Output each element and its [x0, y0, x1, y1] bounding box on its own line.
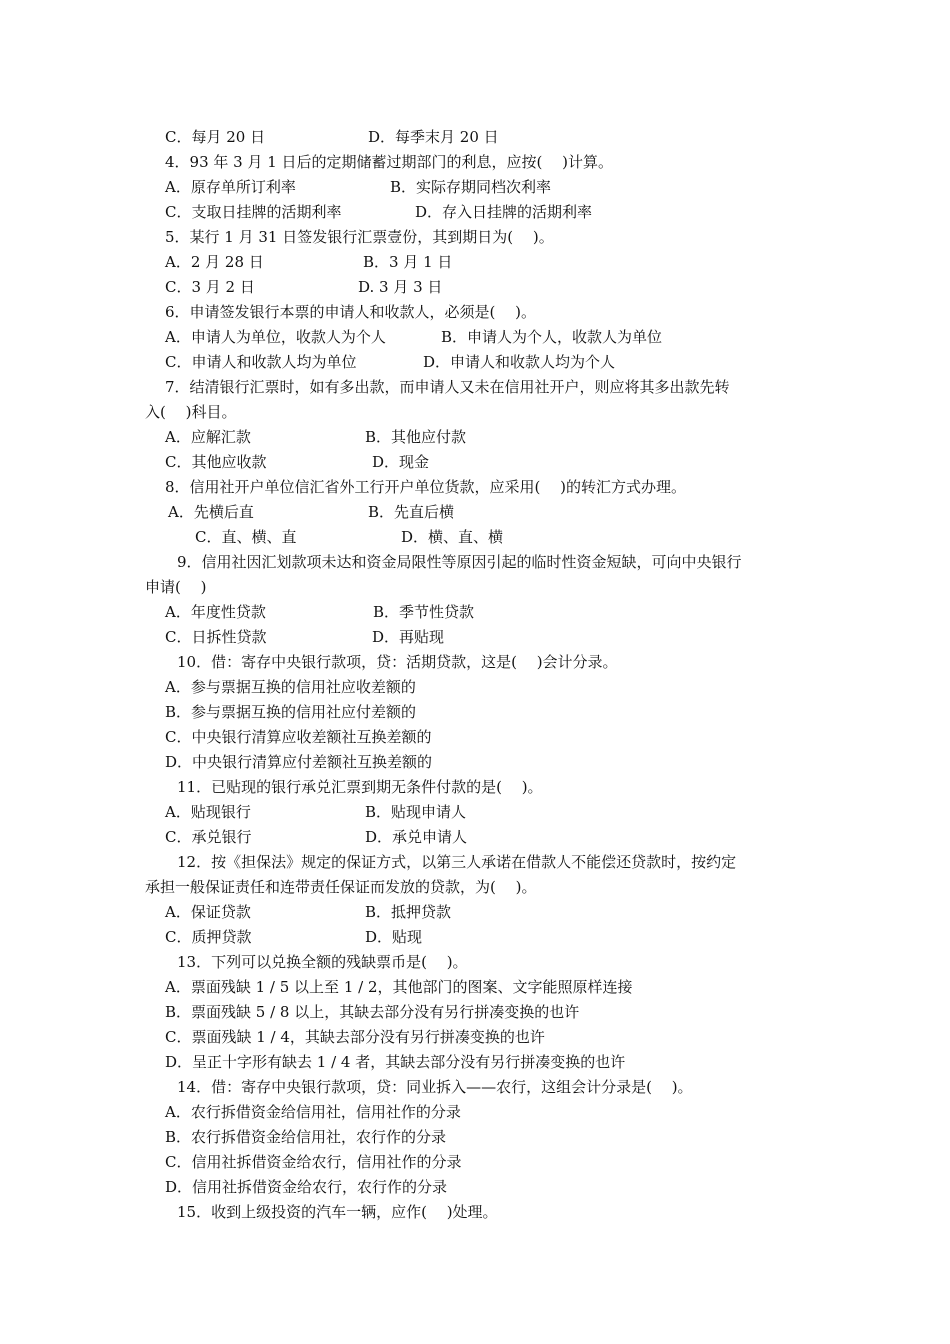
- option-c: C．申请人和收款人均为单位: [165, 353, 357, 371]
- option-b: B．实际存期同档次利率: [390, 178, 552, 196]
- option-b: B．先直后横: [368, 503, 455, 521]
- question-line: 承担一般保证责任和连带责任保证而发放的贷款，为( )。: [145, 878, 537, 896]
- option-line: B．参与票据互换的信用社应付差额的: [165, 703, 417, 721]
- option-d: D．每季末月 20 日: [368, 128, 499, 146]
- question-line: 5．某行 1 月 31 日签发银行汇票壹份，其到期日为( )。: [165, 228, 554, 246]
- option-b: B．3 月 1 日: [363, 253, 453, 271]
- option-line: C．票面残缺 1 / 4，其缺去部分没有另行拼凑变换的也许: [165, 1028, 545, 1046]
- question-line: 9．信用社因汇划款项未达和资金局限性等原因引起的临时性资金短缺，可向中央银行: [177, 553, 742, 571]
- option-line: D．呈正十字形有缺去 1 / 4 者，其缺去部分没有另行拼凑变换的也许: [165, 1053, 626, 1071]
- option-d: D．申请人和收款人均为个人: [423, 353, 616, 371]
- option-c: C．承兑银行: [165, 828, 252, 846]
- option-b: B．贴现申请人: [365, 803, 467, 821]
- option-a: A．应解汇款: [165, 428, 251, 446]
- option-a: A．贴现银行: [165, 803, 251, 821]
- question-line: 8．信用社开户单位信汇省外工行开户单位货款，应采用( )的转汇方式办理。: [165, 478, 687, 496]
- option-line: A．参与票据互换的信用社应收差额的: [165, 678, 416, 696]
- option-b: B．申请人为个人，收款人为单位: [441, 328, 663, 346]
- option-d: D．再贴现: [372, 628, 445, 646]
- option-c: C．支取日挂牌的活期利率: [165, 203, 342, 221]
- question-line: 12．按《担保法》规定的保证方式，以第三人承诺在借款人不能偿还贷款时，按约定: [177, 853, 737, 871]
- option-c: C．每月 20 日: [165, 128, 266, 146]
- option-c: C．质押贷款: [165, 928, 252, 946]
- option-d: D．存入日挂牌的活期利率: [415, 203, 593, 221]
- option-line: B．票面残缺 5 / 8 以上，其缺去部分没有另行拼凑变换的也许: [165, 1003, 580, 1021]
- option-d: D．横、直、横: [401, 528, 504, 546]
- option-line: D．中央银行清算应付差额社互换差额的: [165, 753, 433, 771]
- option-a: A．先横后直: [168, 503, 254, 521]
- question-line: 10．借：寄存中央银行款项，贷：活期贷款，这是( )会计分录。: [177, 653, 618, 671]
- option-c: C．直、横、直: [195, 528, 297, 546]
- question-line: 15．收到上级投资的汽车一辆，应作( )处理。: [177, 1203, 498, 1221]
- option-line: A．票面残缺 1 / 5 以上至 1 / 2，其他部门的图案、文字能照原样连接: [165, 978, 633, 996]
- option-b: B．其他应付款: [365, 428, 467, 446]
- option-line: D．信用社拆借资金给农行，农行作的分录: [165, 1178, 448, 1196]
- option-c: C．日拆性贷款: [165, 628, 267, 646]
- option-d: D. 3 月 3 日: [358, 278, 443, 296]
- option-d: D．贴现: [365, 928, 423, 946]
- question-line: 申请( ): [145, 578, 207, 596]
- option-c: C．其他应收款: [165, 453, 267, 471]
- question-line: 入( )科目。: [145, 403, 237, 421]
- option-line: B．农行拆借资金给信用社，农行作的分录: [165, 1128, 447, 1146]
- option-line: A．农行拆借资金给信用社，信用社作的分录: [165, 1103, 461, 1121]
- question-line: 6．申请签发银行本票的申请人和收款人，必须是( )。: [165, 303, 537, 321]
- option-line: C．中央银行清算应收差额社互换差额的: [165, 728, 432, 746]
- option-c: C．3 月 2 日: [165, 278, 255, 296]
- question-line: 7．结清银行汇票时，如有多出款，而申请人又未在信用社开户，则应将其多出款先转: [165, 378, 730, 396]
- option-b: B．抵押贷款: [365, 903, 452, 921]
- question-line: 13．下列可以兑换全额的残缺票币是( )。: [177, 953, 468, 971]
- question-line: 11．已贴现的银行承兑汇票到期无条件付款的是( )。: [177, 778, 543, 796]
- option-a: A．保证贷款: [165, 903, 251, 921]
- option-a: A．原存单所订利率: [165, 178, 296, 196]
- question-line: 14．借：寄存中央银行款项，贷：同业拆入——农行，这组会计分录是( )。: [177, 1078, 693, 1096]
- question-line: 4．93 年 3 月 1 日后的定期储蓄过期部门的利息，应按( )计算。: [165, 153, 614, 171]
- option-d: D．承兑申请人: [365, 828, 468, 846]
- option-a: A．年度性贷款: [165, 603, 266, 621]
- option-line: C．信用社拆借资金给农行，信用社作的分录: [165, 1153, 462, 1171]
- option-b: B．季节性贷款: [373, 603, 475, 621]
- option-d: D．现金: [372, 453, 430, 471]
- option-a: A．2 月 28 日: [165, 253, 264, 271]
- option-a: A．申请人为单位，收款人为个人: [165, 328, 386, 346]
